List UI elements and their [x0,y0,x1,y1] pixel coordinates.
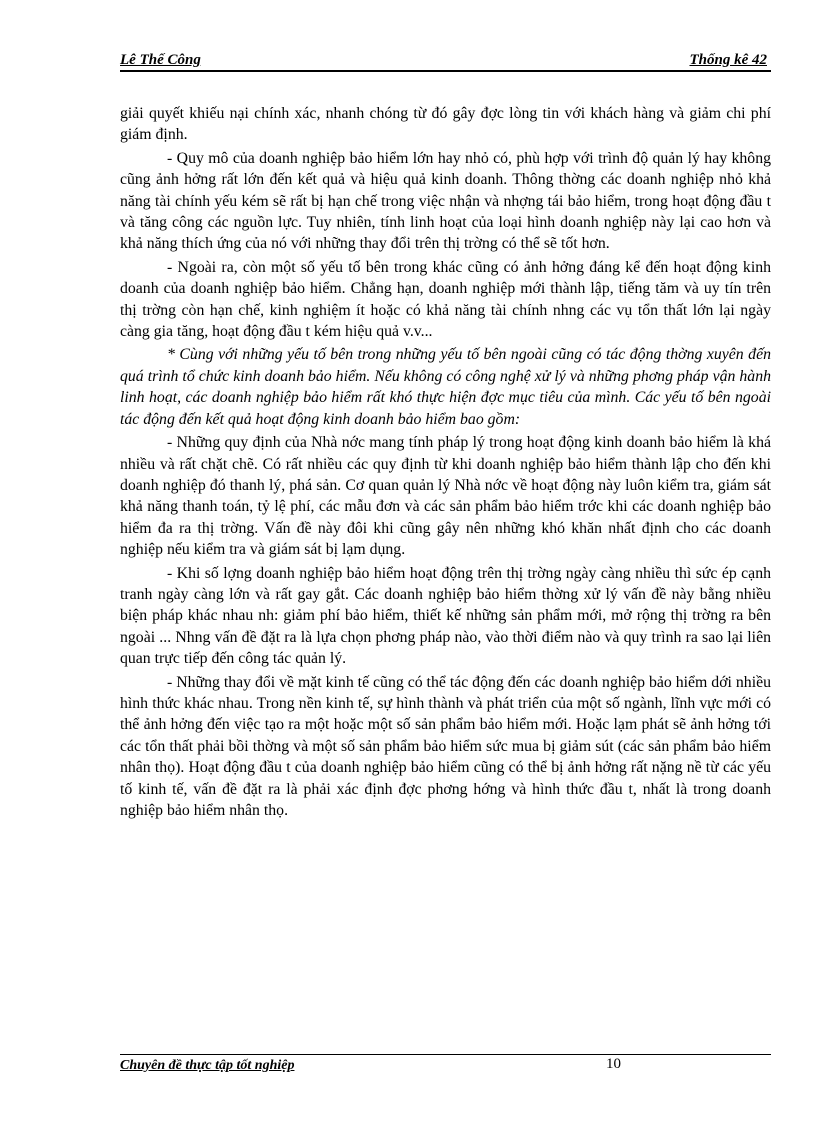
paragraph: giải quyết khiếu nại chính xác, nhanh chóng từ đó gây đợc lòng tin với khách hàng và giảm chi phí giám định. [120,105,771,144]
paragraph: - Khi số lợng doanh nghiệp bảo hiểm hoạt động trên thị trờng ngày càng nhiều thì sức ép cạnh tranh ngày càng lớn và rất gay gắt. Các doanh nghiệp bảo hiểm thờng xử lý vấn đề này bằng nhiều biện pháp khác nhau nh: giảm phí bảo hiểm, thiết kế những sản phẩm mới, mở rộng thị trờng ra bên ngoài ... Nhng vấn đề đặt ra là lựa chọn phơng pháp nào, vào thời điểm nào và quy trình ra sao lại liên quan trực tiếp đến công tác quản lý. [120,564,771,668]
paragraph: - Những thay đổi về mặt kinh tế cũng có thể tác động đến các doanh nghiệp bảo hiểm dới nhiều hình thức khác nhau. Trong nền kinh tế, sự hình thành và phát triển của một số ngành, lĩnh vực mới có thể ảnh hởng đến việc tạo ra một hoặc một số sản phẩm bảo hiểm mới. Hoặc lạm phát sẽ ảnh hởng tới các tổn thất phải bồi thờng và một số sản phẩm bảo hiểm sức mua bị giảm sút (các sản phẩm bảo hiểm nhân thọ). Hoạt động đầu t của doanh nghiệp bảo hiểm cũng có thể bị ảnh hởng rất nặng nề từ các yếu tố kinh tế, vấn đề đặt ra là phải xác định đợc phơng hớng và hình thức đầu t, nhất là trong doanh nghiệp bảo hiểm nhân thọ. [120,673,771,819]
paragraph: - Ngoài ra, còn một số yếu tố bên trong khác cũng có ảnh hởng đáng kể đến hoạt động kinh doanh của doanh nghiệp bảo hiểm. Chẳng hạn, doanh nghiệp mới thành lập, tiếng tăm và uy tín trên thị trờng còn hạn chế, kinh nghiệm ít hoặc có khả năng tài chính nhng các vụ tổn thất lớn lại ngày càng gia tăng, hoạt động đầu t kém hiệu quả v.v... [120,258,771,341]
page-number: 10 [606,1056,621,1072]
paragraph: - Những quy định của Nhà nớc mang tính pháp lý trong hoạt động kinh doanh bảo hiểm là khá nhiều và rất chặt chẽ. Có rất nhiều các quy định từ khi doanh nghiệp bảo hiểm thành lập cho đến khi doanh nghiệp đó thanh lý, phá sản. Cơ quan quản lý Nhà nớc về hoạt động này luôn kiểm tra, giám sát khả năng thanh toán, tỷ lệ phí, các mẫu đơn và các sản phẩm bảo hiểm trớc khi các doanh nghiệp bảo hiểm đa ra thị trờng. Vấn đề này đôi khi cũng gây nên những khó khăn nhất định cho các doanh nghiệp nếu kiểm tra và giám sát bị lạm dụng. [120,434,771,559]
paragraph: - Quy mô của doanh nghiệp bảo hiểm lớn hay nhỏ có, phù hợp với trình độ quản lý hay không cũng ảnh hởng rất lớn đến kết quả và hiệu quả kinh doanh. Thông thờng các doanh nghiệp nhỏ khả năng tài chính yếu kém sẽ rất bị hạn chế trong việc nhận và nhợng tái bảo hiểm, trong hoạt động đầu t và tăng công các nguồn lực. Tuy nhiên, tính linh hoạt của loại hình doanh nghiệp này lại cao hơn và khả năng thích ứng của nó với những thay đổi trên thị trờng có thể sẽ tốt hơn. [120,149,771,253]
document-body [120,103,771,823]
footer-title: Chuyên đề thực tập tốt nghiệp [120,1058,295,1073]
footer-divider [120,1054,771,1055]
paragraph-italic: * Cùng với những yếu tố bên trong những yếu tố bên ngoài cũng có tác động thờng xuyên đến quá trình tổ chức kinh doanh bảo hiểm. Nếu không có công nghệ xử lý và những phơng pháp vận hành linh hoạt, các doanh nghiệp bảo hiểm rất khó thực hiện đợc mục tiêu của mình. Các yếu tố bên ngoài tác động đến kết quả hoạt động kinh doanh bảo hiểm bao gồm: [120,346,771,428]
header-author: Lê Thế Công [120,52,201,68]
page-header [120,50,771,72]
header-class: Thống kê 42 [689,52,767,68]
